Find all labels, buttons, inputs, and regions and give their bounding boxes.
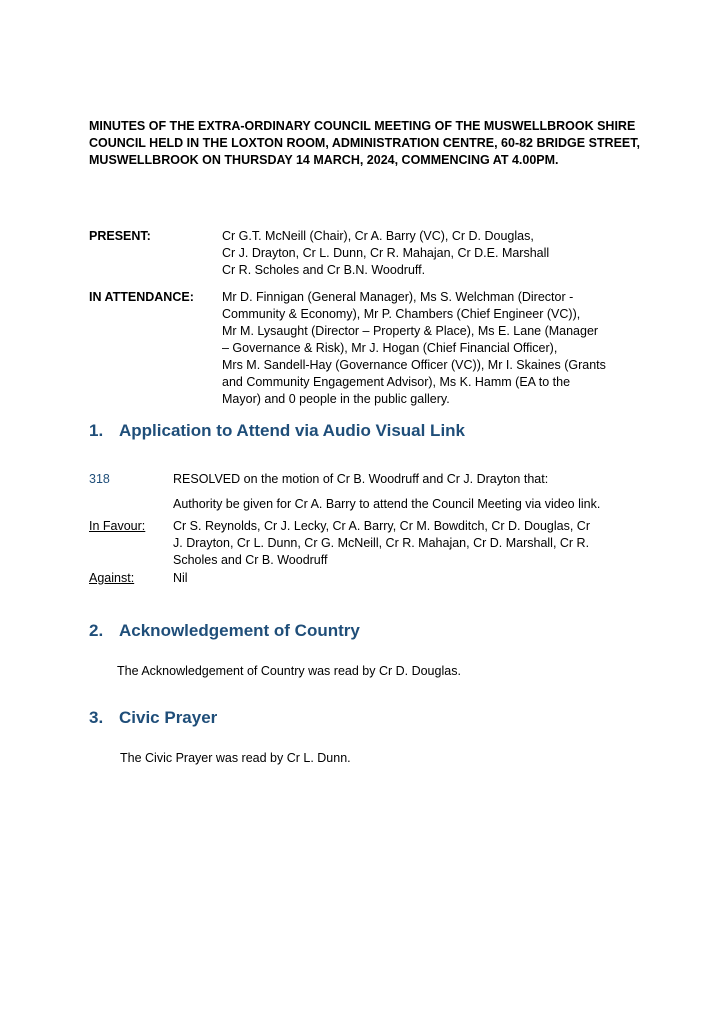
section-number: 3. <box>89 708 104 727</box>
attendance-line: Community & Economy), Mr P. Chambers (Chief Engineer (VC)), <box>222 307 581 321</box>
against-label: Against: <box>89 571 135 585</box>
attendance-line: Mr M. Lysaught (Director – Property & Place), Ms E. Lane (Manager <box>222 324 599 338</box>
section-number: 1. <box>89 421 104 440</box>
civic-prayer-text: The Civic Prayer was read by Cr L. Dunn. <box>120 751 351 765</box>
section-number: 2. <box>89 621 104 640</box>
in-favour-line: Cr S. Reynolds, Cr J. Lecky, Cr A. Barry, Cr M. Bowditch, Cr D. Douglas, Cr <box>173 519 590 533</box>
present-label: PRESENT: <box>89 229 151 243</box>
section-title: Application to Attend via Audio Visual Link <box>119 421 466 440</box>
attendance-label: IN ATTENDANCE: <box>89 290 194 304</box>
section-title: Civic Prayer <box>119 708 218 727</box>
present-list <box>222 228 662 279</box>
authority-text: Authority be given for Cr A. Barry to attend the Council Meeting via video link. <box>173 497 601 511</box>
minutes-title: MINUTES OF THE EXTRA-ORDINARY COUNCIL MEETING OF THE MUSWELLBROOK SHIRE COUNCIL HELD IN THE LOXTON ROOM, ADMINISTRATION CENTRE, 60-82 BRIDGE STREET, MUSWELLBROOK ON THURSDAY 14 MARCH, 2024, COMMENCING AT 4.00PM. <box>89 119 640 167</box>
attendance-list <box>222 289 662 408</box>
in-favour-list <box>173 518 643 569</box>
resolution-number: 318 <box>89 472 110 486</box>
in-favour-line: Scholes and Cr B. Woodruff <box>173 553 328 567</box>
present-line: Cr G.T. McNeill (Chair), Cr A. Barry (VC), Cr D. Douglas, <box>222 229 534 243</box>
attendance-line: Mrs M. Sandell-Hay (Governance Officer (VC)), Mr I. Skaines (Grants <box>222 358 606 372</box>
acknowledgement-text: The Acknowledgement of Country was read by Cr D. Douglas. <box>117 664 461 678</box>
attendance-line: and Community Engagement Advisor), Ms K. Hamm (EA to the <box>222 375 571 389</box>
in-favour-label: In Favour: <box>89 519 146 533</box>
section-2-heading <box>89 621 360 641</box>
against-value: Nil <box>173 571 188 585</box>
attendance-line: Mayor) and 0 people in the public gallery. <box>222 392 450 406</box>
attendance-line: – Governance & Risk), Mr J. Hogan (Chief Financial Officer), <box>222 341 558 355</box>
resolved-text: RESOLVED on the motion of Cr B. Woodruff and Cr J. Drayton that: <box>173 472 549 486</box>
present-line: Cr J. Drayton, Cr L. Dunn, Cr R. Mahajan, Cr D.E. Marshall <box>222 246 550 260</box>
in-favour-line: J. Drayton, Cr L. Dunn, Cr G. McNeill, Cr R. Mahajan, Cr D. Marshall, Cr R. <box>173 536 590 550</box>
section-3-heading <box>89 708 217 728</box>
present-line: Cr R. Scholes and Cr B.N. Woodruff. <box>222 263 426 277</box>
attendance-line: Mr D. Finnigan (General Manager), Ms S. Welchman (Director - <box>222 290 574 304</box>
section-title: Acknowledgement of Country <box>119 621 360 640</box>
section-1-heading <box>89 421 465 441</box>
